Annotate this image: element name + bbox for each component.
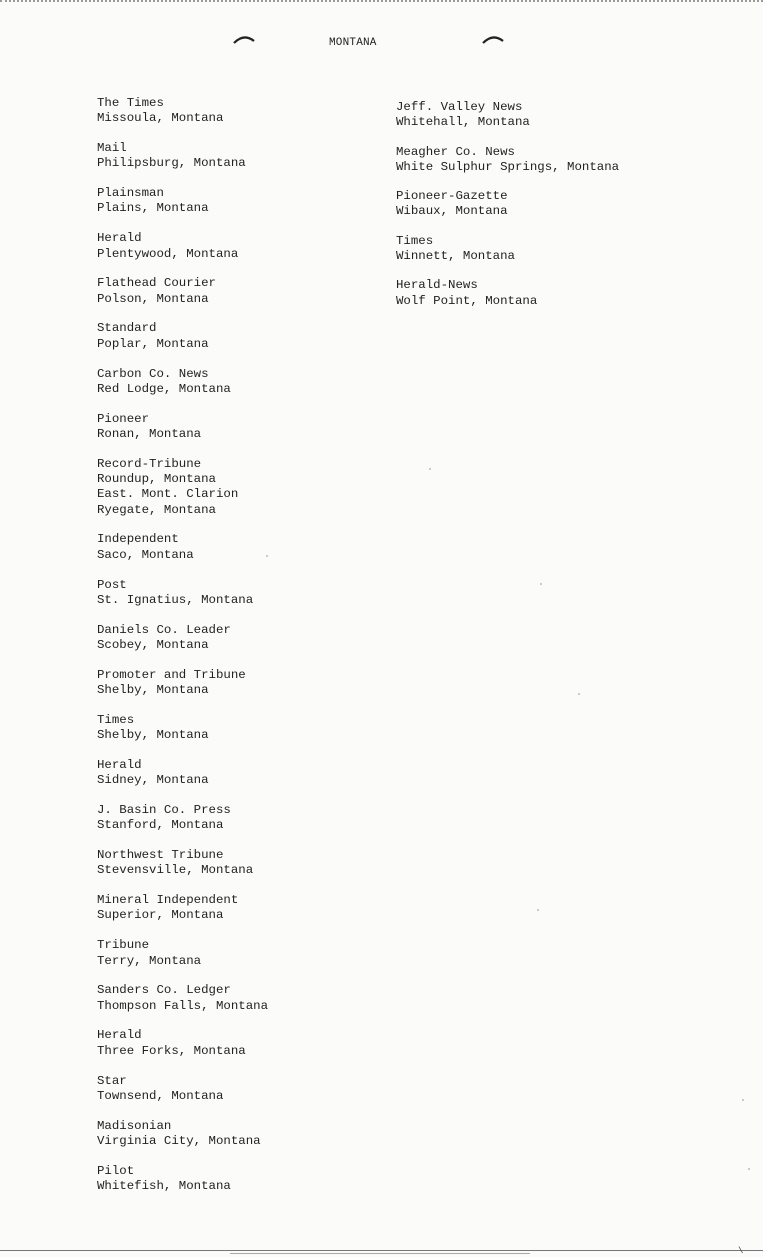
- newspaper-name: Pioneer-Gazette: [396, 189, 508, 204]
- paper-speck: [266, 555, 268, 557]
- newspaper-city: Superior, Montana: [97, 908, 224, 923]
- newspaper-city: St. Ignatius, Montana: [97, 592, 254, 607]
- newspaper-name: Meagher Co. News: [396, 144, 515, 159]
- page-title: MONTANA: [329, 37, 377, 49]
- list-item: [97, 96, 268, 127]
- newspaper-city: Saco, Montana: [97, 547, 194, 562]
- newspaper-city: Virginia City, Montana: [97, 1133, 261, 1148]
- corner-mark: \: [738, 1246, 744, 1256]
- list-item: [97, 276, 268, 307]
- newspaper-city: Red Lodge, Montana: [97, 381, 231, 396]
- list-item: [97, 848, 268, 879]
- list-item: [97, 713, 268, 744]
- list-item: [97, 578, 268, 609]
- newspaper-city: Polson, Montana: [97, 291, 209, 306]
- newspaper-name: Tribune: [97, 938, 150, 953]
- newspaper-city: Poplar, Montana: [97, 336, 209, 351]
- list-item: [97, 668, 268, 699]
- paper-speck: [429, 468, 431, 470]
- newspaper-name: Herald: [97, 231, 142, 246]
- list-item: [97, 1028, 268, 1059]
- newspaper-city: Ronan, Montana: [97, 426, 202, 441]
- newspaper-city: Winnett, Montana: [396, 249, 515, 264]
- newspaper-name: The Times: [97, 96, 164, 110]
- bottom-edge-line: [0, 1250, 763, 1251]
- newspaper-city: Whitehall, Montana: [396, 115, 530, 130]
- paper-speck: [748, 1168, 750, 1170]
- newspaper-city: Whitefish, Montana: [97, 1179, 231, 1194]
- bottom-edge-line: [230, 1253, 530, 1254]
- list-item: [97, 321, 268, 352]
- newspaper-name: Daniels Co. Leader: [97, 622, 231, 637]
- newspaper-city: Ryegate, Montana: [97, 502, 216, 517]
- list-item: [97, 938, 268, 969]
- list-item: [97, 1119, 268, 1150]
- binder-hole-mark-right: [481, 34, 505, 46]
- list-item: [97, 983, 268, 1014]
- newspaper-name: Pioneer: [97, 411, 150, 426]
- list-item: [97, 487, 268, 518]
- newspaper-name: Pilot: [97, 1163, 135, 1178]
- list-item: [396, 145, 619, 176]
- paper-speck: [540, 583, 542, 585]
- newspaper-name: Herald: [97, 757, 142, 772]
- newspaper-name: Madisonian: [97, 1118, 172, 1133]
- newspaper-name: Jeff. Valley News: [396, 100, 523, 114]
- perforation-edge: [0, 0, 763, 6]
- list-item: [97, 803, 268, 834]
- newspaper-city: Missoula, Montana: [97, 111, 224, 126]
- binder-hole-mark-left: [232, 34, 256, 46]
- newspaper-city: Scobey, Montana: [97, 637, 209, 652]
- newspaper-name: Carbon Co. News: [97, 366, 209, 381]
- newspaper-name: Mineral Independent: [97, 893, 239, 908]
- list-item: [97, 1074, 268, 1105]
- list-item: [97, 231, 268, 262]
- paper-speck: [537, 909, 539, 911]
- newspaper-city: Wibaux, Montana: [396, 204, 508, 219]
- newspaper-name: Independent: [97, 532, 179, 547]
- newspaper-city: Shelby, Montana: [97, 728, 209, 743]
- list-item: [97, 141, 268, 172]
- list-item: [396, 234, 619, 265]
- newspaper-name: J. Basin Co. Press: [97, 803, 231, 817]
- paper-speck: [578, 693, 580, 695]
- newspaper-city: Terry, Montana: [97, 953, 202, 968]
- right-newspaper-list: [396, 100, 619, 323]
- list-item: [396, 189, 619, 220]
- newspaper-name: Post: [97, 577, 127, 592]
- newspaper-city: Philipsburg, Montana: [97, 156, 246, 171]
- newspaper-city: Townsend, Montana: [97, 1088, 224, 1103]
- newspaper-city: Thompson Falls, Montana: [97, 998, 269, 1013]
- newspaper-city: Wolf Point, Montana: [396, 293, 538, 308]
- newspaper-name: Mail: [97, 141, 127, 156]
- list-item: [97, 532, 268, 563]
- newspaper-name: Record-Tribune: [97, 456, 202, 471]
- list-item: [97, 1164, 268, 1195]
- list-item: [97, 893, 268, 924]
- list-item: [97, 412, 268, 443]
- newspaper-name: Northwest Tribune: [97, 848, 224, 863]
- newspaper-city: Plains, Montana: [97, 201, 209, 216]
- list-item: [396, 278, 619, 309]
- newspaper-name: Herald: [97, 1028, 142, 1043]
- newspaper-name: Promoter and Tribune: [97, 667, 246, 682]
- newspaper-name: Sanders Co. Ledger: [97, 983, 231, 998]
- newspaper-city: Plentywood, Montana: [97, 246, 239, 261]
- newspaper-name: Plainsman: [97, 186, 164, 201]
- newspaper-city: Stanford, Montana: [97, 818, 224, 833]
- newspaper-name: Standard: [97, 321, 157, 336]
- newspaper-city: Roundup, Montana: [97, 472, 216, 487]
- newspaper-city: Sidney, Montana: [97, 773, 209, 788]
- left-newspaper-list: [97, 96, 268, 1209]
- list-item: [396, 100, 619, 131]
- newspaper-name: Flathead Courier: [97, 276, 216, 291]
- newspaper-name: Times: [396, 233, 434, 248]
- newspaper-city: Shelby, Montana: [97, 683, 209, 698]
- newspaper-name: Star: [97, 1073, 127, 1088]
- newspaper-city: White Sulphur Springs, Montana: [396, 159, 620, 174]
- paper-speck: [742, 1099, 744, 1101]
- list-item: [97, 457, 268, 488]
- newspaper-city: Three Forks, Montana: [97, 1043, 246, 1058]
- list-item: [97, 367, 268, 398]
- list-item: [97, 758, 268, 789]
- newspaper-city: Stevensville, Montana: [97, 863, 254, 878]
- list-item: [97, 186, 268, 217]
- list-item: [97, 623, 268, 654]
- newspaper-name: Herald-News: [396, 278, 478, 293]
- newspaper-name: Times: [97, 712, 135, 727]
- newspaper-name: East. Mont. Clarion: [97, 487, 239, 502]
